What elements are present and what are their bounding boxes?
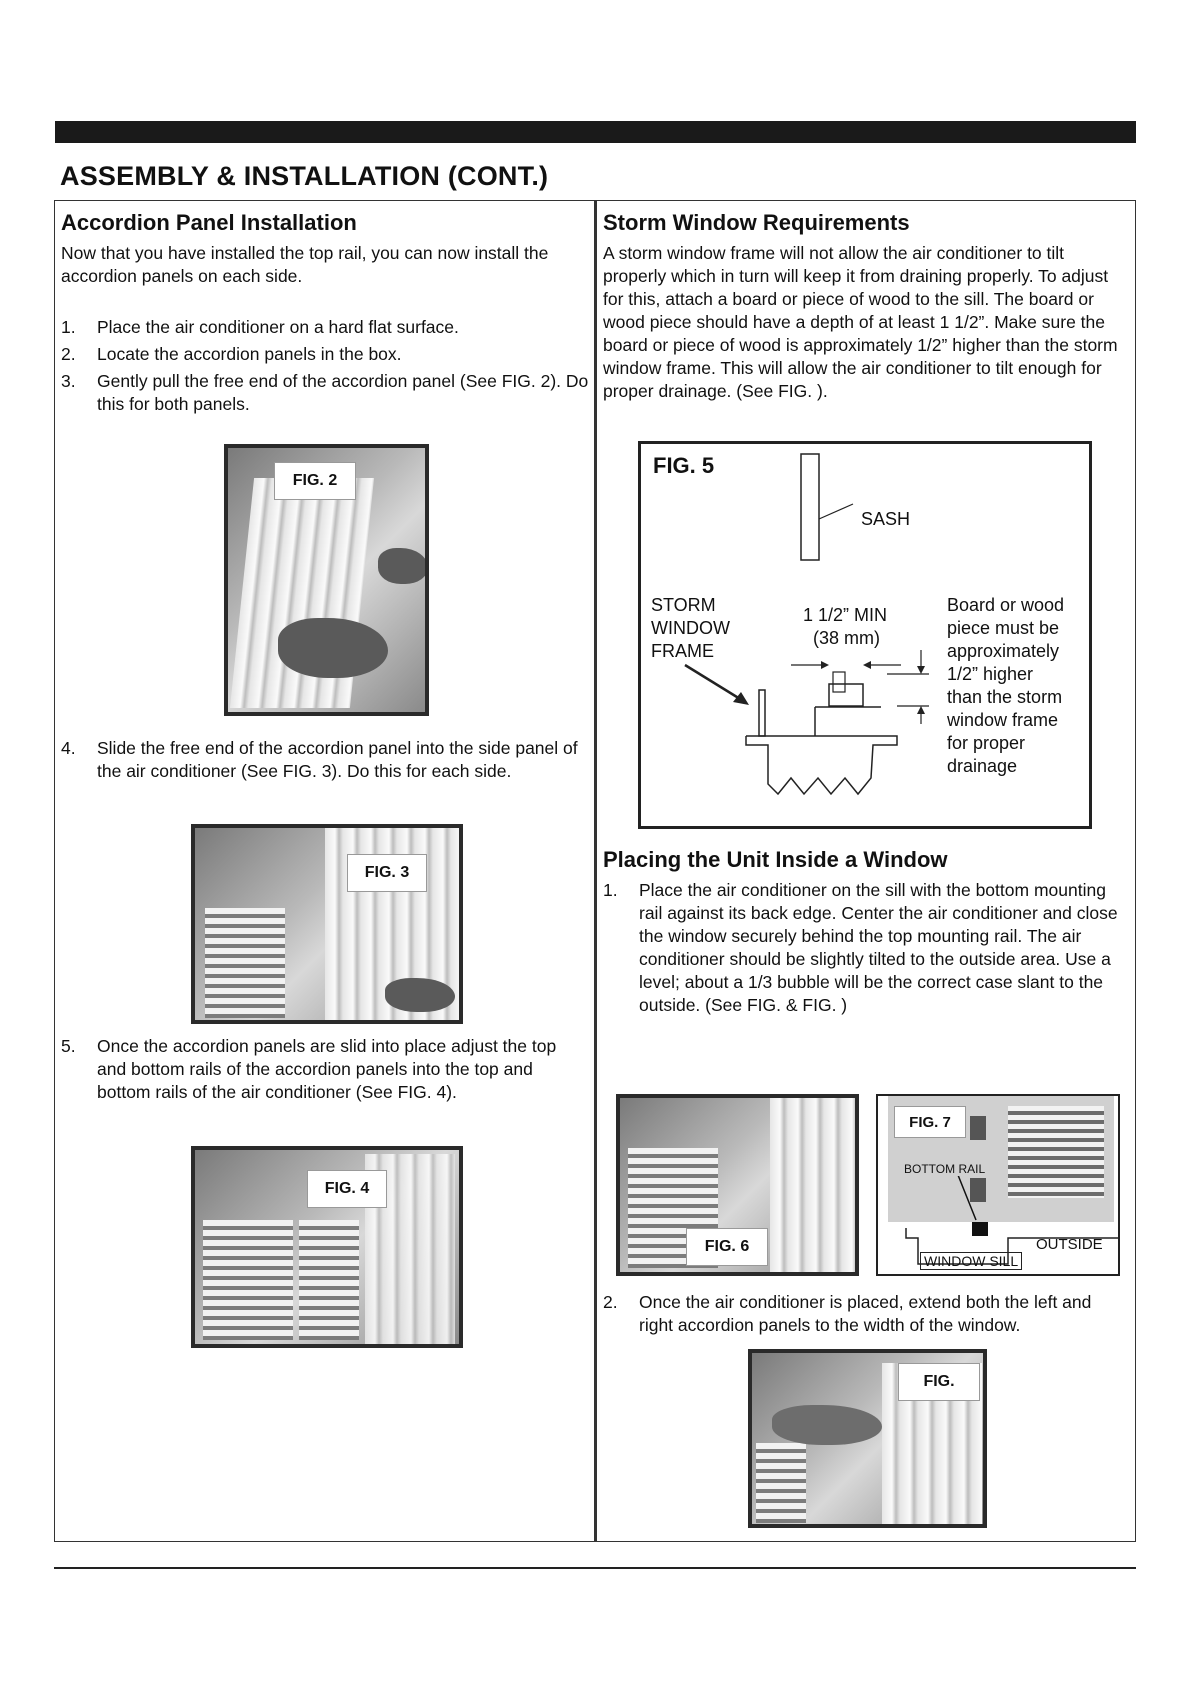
bottom-rail-label: BOTTOM RAIL <box>904 1162 986 1176</box>
list-item: 2. Locate the accordion panels in the box. <box>61 344 402 364</box>
fig6-label: FIG. 6 <box>686 1228 768 1266</box>
note-line: for proper <box>947 733 1026 753</box>
fig7-diagram <box>876 1094 1120 1276</box>
note-line: than the storm <box>947 687 1063 707</box>
list-item: 3. Gently pull the free end of the accordion panel (See FIG. 2). Do this for both panels. <box>61 371 589 414</box>
window-sill-label: WINDOW SILL <box>920 1252 1022 1270</box>
step4-list <box>61 737 589 787</box>
fig4-label: FIG. 4 <box>307 1170 387 1208</box>
min-line1: 1 1/2” MIN <box>803 605 888 625</box>
note-line: Board or wood <box>947 595 1065 615</box>
section-title: ASSEMBLY & INSTALLATION (CONT.) <box>60 161 549 191</box>
storm-intro: A storm window frame will not allow the air conditioner to tilt properly which in turn will keep it from draining properly. To adjust for this, attach a board or piece of wood to the sill. The board or wood piece should have a depth of at least 1 1/2”. Make sure the board or piece of wood is approximately 1/2” higher than the storm window frame. This will allow the air conditioner to tilt enough for proper drainage. (See FIG. ). <box>603 243 1118 401</box>
storm-frame-line1: STORM <box>651 595 716 615</box>
storm-frame-line3: FRAME <box>651 641 714 661</box>
fig2-photo <box>224 444 429 716</box>
sash-label: SASH <box>861 509 911 529</box>
outside-label: OUTSIDE <box>1036 1236 1103 1253</box>
accordion-intro: Now that you have installed the top rail, you can now install the accordion panels on each side. <box>61 243 549 286</box>
fig2-label: FIG. 2 <box>274 462 356 500</box>
fig5-diagram <box>638 441 1092 829</box>
note-line: window frame <box>947 710 1059 730</box>
footer-rule <box>54 1567 1136 1569</box>
storm-frame-line2: WINDOW <box>651 618 730 638</box>
list-item: 5. Once the accordion panels are slid into place adjust the top and bottom rails of the accordion panels into the top and bottom rails of the air conditioner (See FIG. 4). <box>61 1036 557 1102</box>
header-bar <box>55 121 1136 143</box>
placing-steps <box>603 879 1129 1017</box>
fig5-label: FIG. 5 <box>653 453 715 478</box>
accordion-heading: Accordion Panel Installation <box>61 210 357 235</box>
step5-list <box>61 1035 589 1108</box>
note-line: 1/2” higher <box>947 664 1034 684</box>
fig4-photo <box>191 1146 463 1348</box>
fig3-label: FIG. 3 <box>347 854 427 892</box>
steps-list-a <box>61 316 589 416</box>
fig3-photo <box>191 824 463 1024</box>
fig7-label: FIG. 7 <box>894 1106 966 1138</box>
placing-heading: Placing the Unit Inside a Window <box>603 847 948 872</box>
list-item: 1. Place the air conditioner on a hard flat surface. <box>61 317 459 337</box>
column-divider <box>594 200 597 1542</box>
list-item: 1. Place the air conditioner on the sill with the bottom mounting rail against its back edge. Center the air conditioner and close the window securely behind the top mounting rail. The air conditioner should be slightly tilted to the outside area. Use a level; about a 1/3 bubble will be the correct case slant to the outside. (See FIG. & FIG. ) <box>603 880 1118 1015</box>
note-line: approximately <box>947 641 1060 661</box>
storm-heading: Storm Window Requirements <box>603 210 910 235</box>
placing-section <box>603 847 1129 1021</box>
fig6-photo <box>616 1094 859 1276</box>
left-column <box>61 210 589 420</box>
fig8-photo <box>748 1349 987 1528</box>
list-item: 4. Slide the free end of the accordion panel into the side panel of the air conditioner (See FIG. 3). Do this for each side. <box>61 738 578 781</box>
note-line: piece must be <box>947 618 1060 638</box>
min-line2: (38 mm) <box>813 628 880 648</box>
right-column <box>603 210 1129 403</box>
note-line: drainage <box>947 756 1018 776</box>
list-item: 2. Once the air conditioner is placed, extend both the left and right accordion panels to the width of the window. <box>603 1292 1092 1335</box>
fig8-label: FIG. <box>898 1363 980 1401</box>
placing-step2 <box>603 1291 1129 1341</box>
